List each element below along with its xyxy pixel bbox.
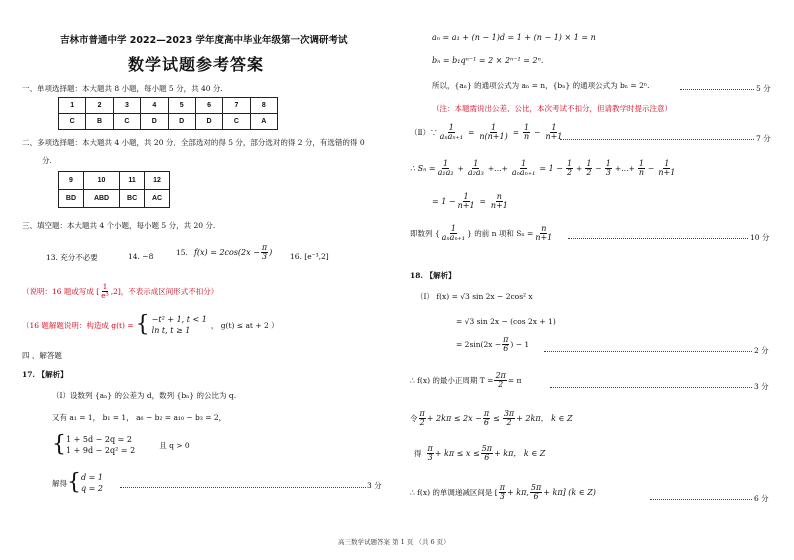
table-row	[59, 114, 278, 130]
left-brace-icon: {	[135, 312, 150, 338]
fraction-denominator: n	[638, 168, 645, 177]
fraction-numerator: 1	[551, 123, 557, 132]
table-row	[59, 98, 278, 114]
plus-sign: +	[457, 164, 464, 173]
table-cell: C	[59, 114, 86, 130]
q18-interval-c: + kπ] (k ∈ Z)	[543, 488, 596, 497]
fraction-denominator: n+1	[658, 168, 676, 177]
solution-label: 解得	[52, 478, 67, 488]
table-cell: 6	[195, 98, 222, 114]
case-1: −t² + 1, t < 1	[151, 315, 207, 324]
solution-q: q = 2	[81, 484, 103, 494]
fraction-denominator: 2	[419, 418, 425, 427]
fraction	[503, 410, 515, 427]
note-16-exp-suffix: ， g(t) ≤ at + 2 ）	[210, 320, 279, 330]
fraction-denominator: n+1	[457, 201, 475, 210]
fraction-denominator: 2	[506, 418, 512, 427]
piecewise-cases	[152, 314, 207, 336]
dotted-leader	[680, 89, 754, 90]
fraction-numerator: 1	[566, 159, 573, 168]
table-cell: BC	[120, 190, 145, 208]
q18-ineq-d: + 2kπ， k ∈ Z	[516, 414, 573, 423]
section3-heading: 三、填空题：本大题共 4 个小题，每小题 5 分，共 20 分.	[22, 221, 216, 230]
fraction-numerator: 1	[586, 159, 592, 168]
table-cell: C	[113, 114, 140, 130]
answer-15	[176, 244, 272, 261]
fraction-numerator: 1	[450, 224, 456, 233]
fraction-denominator: e³	[101, 290, 109, 300]
table-cell: AC	[145, 190, 170, 208]
solution-d: d = 1	[81, 473, 103, 482]
equals-sign: =	[479, 197, 486, 206]
score-5: 5 分	[756, 84, 771, 93]
fraction-denominator: n+1	[490, 201, 508, 210]
table-cell: B	[86, 114, 113, 130]
system-equations	[66, 434, 135, 456]
equation-1: 1 + 5d − 2q = 2	[66, 435, 132, 444]
fraction	[481, 445, 493, 462]
table-row	[59, 172, 170, 190]
fraction-denominator: a₁a₂	[437, 168, 454, 177]
fraction	[490, 193, 509, 210]
q17-solution	[52, 472, 103, 494]
fraction-denominator: aₙaₙ₊₁	[439, 132, 464, 141]
fraction-numerator: 5π	[481, 444, 493, 453]
fraction-denominator: 3	[261, 252, 268, 261]
fraction-numerator: 1	[490, 123, 497, 132]
q18-let: 令	[410, 414, 418, 423]
fraction-numerator: 5π	[530, 483, 542, 492]
table-cell: 8	[250, 98, 277, 114]
q17-part2: 又有 a₁ = 1， b₁ = 1， a₆ − b₂ = a₁₀ − b₃ = 2，	[52, 413, 227, 422]
note-16-format	[22, 283, 218, 299]
part2-conclusion	[410, 225, 554, 242]
q18-interval-b: + kπ,	[506, 488, 529, 497]
fraction	[534, 225, 553, 242]
fraction-denominator: 3	[499, 492, 505, 501]
q17-system	[52, 434, 190, 456]
section2-heading: 二、多项选择题：本大题共 4 小题，共 20 分．全部选对的得 5 分，部分选对的得 2 分，有选错的得 0	[22, 138, 365, 147]
dotted-leader	[560, 139, 754, 140]
fraction-denominator: 6	[484, 453, 490, 462]
fraction-denominator: 6	[533, 492, 539, 501]
fraction-numerator: 1	[448, 123, 454, 132]
q18-range-b: + kπ ≤ x ≤	[434, 449, 480, 458]
table-cell: 12	[145, 172, 170, 190]
table-cell: 10	[83, 172, 119, 190]
q18-line3-b: ) − 1	[510, 340, 530, 349]
table-cell: A	[250, 114, 277, 130]
answer-15-label: 15.	[176, 248, 188, 257]
equals-sign: =	[468, 128, 475, 137]
fraction-denominator: a₂a₃	[467, 168, 484, 177]
sum-expression	[410, 160, 677, 177]
page-footer: 高三数学试题答案 第 1 页 （共 6 页）	[338, 538, 450, 546]
score-6: 6 分	[754, 494, 769, 503]
table-cell: 5	[168, 98, 195, 114]
sum-tail: = 1 −	[539, 164, 563, 173]
score-2: 2 分	[754, 346, 769, 355]
fraction-numerator: 1	[463, 192, 469, 201]
q18-range	[414, 445, 545, 462]
answer-15-fraction	[261, 244, 268, 261]
fraction-numerator: π	[419, 409, 425, 418]
q18-ineq-c: ≤	[493, 414, 500, 423]
fraction-denominator: n+1	[545, 132, 563, 141]
dotted-leader	[650, 499, 752, 500]
sum-lead: = 1 −	[432, 197, 456, 206]
fraction	[437, 160, 455, 177]
q18-title: 18. 【解析】	[410, 271, 456, 280]
table-cell: ABD	[83, 190, 119, 208]
exam-title: 吉林市普通中学 2022—2023 学年度高中毕业年级第一次调研考试	[60, 35, 348, 46]
table-cell: 1	[59, 98, 86, 114]
fraction	[457, 193, 476, 210]
note-16-prefix: （说明：16 题或写成 [	[22, 286, 100, 296]
dotted-leader	[568, 238, 748, 239]
fraction-numerator: 1	[473, 159, 479, 168]
fraction	[566, 160, 573, 177]
table-cell: C	[223, 114, 250, 130]
answer-15-close: )	[269, 248, 273, 257]
sum-label: ∴ Sₙ =	[410, 164, 436, 173]
fraction-numerator: π	[503, 335, 509, 344]
fraction	[499, 484, 506, 501]
fraction-denominator: 6	[503, 344, 509, 353]
dotted-leader	[550, 387, 752, 388]
fraction-numerator: n	[496, 192, 502, 201]
table-cell: BD	[59, 190, 84, 208]
answer-15-expr: f(x) = 2cos(2x −	[193, 248, 260, 257]
q18-period	[410, 372, 521, 389]
single-choice-table	[58, 97, 278, 130]
fraction-denominator: n(n+1)	[479, 132, 508, 141]
fraction	[638, 160, 645, 177]
fraction	[427, 445, 434, 462]
note-16-suffix: ,2]，不表示成区间形式不扣分）	[110, 286, 219, 296]
fraction	[419, 410, 426, 427]
q18-line1: （Ⅰ） f(x) = √3 sin 2x − 2cos² x	[416, 292, 533, 301]
score-7: 7 分	[756, 134, 771, 143]
answer-13: 13. 充分不必要	[46, 253, 98, 262]
fraction-denominator: aₙaₙ₊₁	[511, 168, 536, 177]
fraction-numerator: 1	[102, 282, 108, 291]
q17-condition: 且 q > 0	[159, 440, 190, 450]
fraction-denominator: 3	[427, 453, 433, 462]
teaching-note: （注：本题需说出公差、公比，本次考试不扣分，但请教学时提示注意）	[432, 104, 672, 113]
an-formula: aₙ = a₁ + (n − 1)d = 1 + (n − 1) × 1 = n	[432, 33, 596, 42]
fraction-numerator: π	[427, 444, 433, 453]
q18-interval-a: ∴ f(x) 的单调递减区间是 [	[410, 488, 498, 497]
fraction-numerator: n	[541, 224, 547, 233]
part2-split	[410, 124, 564, 141]
section2-heading-cont: 分.	[42, 156, 52, 165]
ellipsis: +…+	[614, 164, 635, 173]
fraction-numerator: 1	[638, 159, 645, 168]
minus-sign: −	[648, 164, 655, 173]
minus-sign: −	[534, 128, 541, 137]
fraction-denominator: 6	[483, 418, 490, 427]
answer-14: 14. −8	[128, 252, 154, 261]
table-cell: 7	[223, 98, 250, 114]
table-row	[59, 190, 170, 208]
q18-ineq-b: + 2kπ ≤ 2x −	[426, 414, 482, 423]
q18-period-b: = π	[507, 376, 522, 385]
fraction	[441, 225, 466, 242]
table-cell: 3	[113, 98, 140, 114]
multi-choice-table	[58, 171, 170, 208]
score-10: 10 分	[750, 233, 770, 242]
fraction	[502, 336, 509, 353]
fraction-numerator: 3π	[503, 409, 515, 418]
q18-inequality	[410, 410, 573, 427]
note-16-explanation	[22, 314, 279, 336]
table-cell: 9	[59, 172, 84, 190]
q18-get: 得	[414, 449, 422, 458]
fraction-numerator: 1	[521, 159, 527, 168]
table-cell: 11	[120, 172, 145, 190]
q18-interval	[410, 484, 596, 501]
sum-simplified	[432, 193, 510, 210]
fraction	[494, 372, 506, 389]
q18-line2: = √3 sin 2x − (cos 2x + 1)	[456, 317, 556, 326]
fraction-numerator: 1	[443, 159, 449, 168]
fraction	[657, 160, 676, 177]
left-brace-icon: {	[52, 432, 66, 458]
fraction-numerator: 2π	[495, 371, 506, 380]
equals-sign: =	[512, 128, 519, 137]
bn-formula: bₙ = b₁qⁿ⁻¹ = 2 × 2ⁿ⁻¹ = 2ⁿ.	[432, 56, 544, 65]
table-cell: 2	[86, 98, 113, 114]
left-brace-icon: {	[67, 470, 81, 496]
doc-title: 数学试题参考答案	[128, 55, 265, 74]
conclusion-mid: } 的前 n 项和 Sₙ =	[467, 229, 534, 238]
fraction	[478, 124, 508, 141]
fraction	[483, 410, 490, 427]
fraction-numerator: π	[483, 409, 490, 418]
dotted-leader	[120, 487, 366, 488]
fraction-numerator: π	[261, 243, 268, 252]
fraction	[523, 124, 530, 141]
ellipsis: +…+	[487, 164, 508, 173]
fraction	[511, 160, 536, 177]
fraction-denominator: 3	[605, 168, 611, 177]
fraction	[439, 124, 464, 141]
fraction-denominator: 2	[566, 168, 573, 177]
fraction-denominator: aₙaₙ₊₁	[441, 233, 466, 242]
fraction	[467, 160, 485, 177]
general-term-summary: 所以，{aₙ} 的通项公式为 aₙ = n，{bₙ} 的通项公式为 bₙ = 2ⁿ.	[432, 81, 650, 90]
table-cell: D	[195, 114, 222, 130]
plus-sign: +	[576, 164, 583, 173]
fraction-numerator: π	[499, 483, 505, 492]
minus-sign: −	[595, 164, 602, 173]
fraction	[530, 484, 542, 501]
score-3-right: 3 分	[754, 382, 769, 391]
fraction-denominator: 2	[498, 380, 504, 389]
fraction-denominator: 2	[586, 168, 592, 177]
fraction-numerator: 1	[605, 159, 611, 168]
fraction	[585, 160, 592, 177]
section1-heading: 一、单项选择题：本大题共 8 小题，每小题 5 分，共 40 分.	[22, 84, 223, 93]
q18-period-a: ∴ f(x) 的最小正周期 T =	[410, 376, 494, 385]
q18-line3-a: = 2sin(2x −	[456, 340, 502, 349]
fraction-denominator: n	[524, 132, 530, 141]
q17-title: 17. 【解析】	[22, 370, 68, 379]
solution-values	[81, 472, 103, 494]
q18-line3	[456, 336, 529, 353]
fraction-numerator: 1	[524, 123, 530, 132]
fraction-numerator: 1	[664, 159, 670, 168]
table-cell: D	[141, 114, 168, 130]
fraction-denominator: n+1	[535, 233, 553, 242]
section4-heading: 四 、解答题	[22, 351, 62, 360]
table-cell: 4	[141, 98, 168, 114]
equation-2: 1 + 9d − 2q² = 2	[66, 446, 136, 456]
dotted-leader	[544, 351, 752, 352]
note-16-exp-prefix: （16 题解题说明：构造成 g(t) =	[22, 320, 134, 330]
case-2: ln t, t ≥ 1	[151, 326, 191, 336]
table-cell: D	[168, 114, 195, 130]
note-16-fraction	[100, 283, 109, 299]
conclusion-label: 即数列 {	[410, 229, 440, 238]
answer-16: 16. [e⁻³,2]	[290, 252, 329, 261]
score-3: 3 分	[367, 481, 382, 490]
fraction	[605, 160, 612, 177]
q18-range-c: + kπ， k ∈ Z	[494, 449, 546, 458]
part2-label: （Ⅱ）∵	[410, 128, 438, 137]
q17-part1: （Ⅰ）设数列 {aₙ} 的公差为 d，数列 {bₙ} 的公比为 q.	[52, 391, 237, 400]
